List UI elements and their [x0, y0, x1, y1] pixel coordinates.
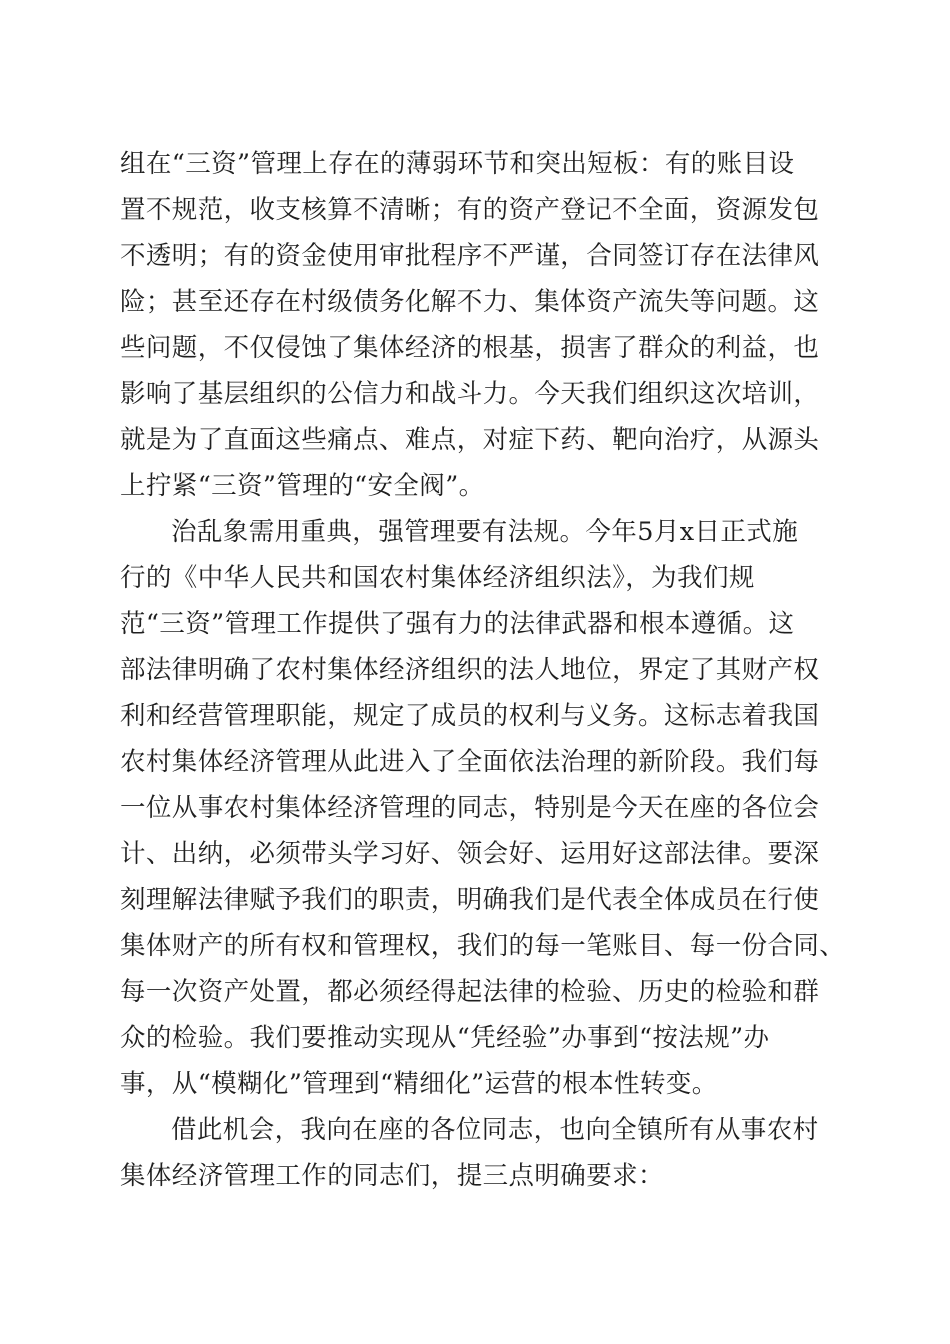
text-line: 借此机会，我向在座的各位同志，也向全镇所有从事农村: [171, 1115, 819, 1145]
text-line: 每一次资产处置，都必须经得起法律的检验、历史的检验和群: [120, 977, 820, 1007]
text-line: 行的《中华人民共和国农村集体经济组织法》，为我们规: [120, 563, 755, 593]
text-line: 些问题，不仅侵蚀了集体经济的根基，损害了群众的利益，也: [120, 333, 820, 363]
text-line: 农村集体经济管理从此进入了全面依法治理的新阶段。我们每: [120, 747, 820, 777]
text-line: 事，从“模糊化”管理到“精细化”运营的根本性转变。: [120, 1069, 718, 1099]
text-line: 治乱象需用重典，强管理要有法规。今年5月x日正式施: [171, 517, 799, 547]
text-line: 众的检验。我们要推动实现从“凭经验”办事到“按法规”办: [120, 1023, 770, 1053]
text-line: 利和经营管理职能，规定了成员的权利与义务。这标志着我国: [120, 701, 820, 731]
text-line: 集体经济管理工作的同志们，提三点明确要求：: [120, 1161, 664, 1191]
text-line: 置不规范，收支核算不清晰；有的资产登记不全面，资源发包: [120, 195, 820, 225]
text-line: 组在“三资”管理上存在的薄弱环节和突出短板：有的账目设: [120, 149, 795, 179]
text-line: 集体财产的所有权和管理权，我们的每一笔账目、每一份合同、: [120, 931, 846, 961]
text-line: 一位从事农村集体经济管理的同志，特别是今天在座的各位会: [120, 793, 820, 823]
text-line: 不透明；有的资金使用审批程序不严谨，合同签订存在法律风: [120, 241, 820, 271]
text-line: 就是为了直面这些痛点、难点，对症下药、靶向治疗，从源头: [120, 425, 820, 455]
text-line: 刻理解法律赋予我们的职责，明确我们是代表全体成员在行使: [120, 885, 820, 915]
text-line: 计、出纳，必须带头学习好、领会好、运用好这部法律。要深: [120, 839, 820, 869]
text-line: 上拧紧“三资”管理的“安全阀”。: [120, 471, 485, 501]
text-line: 部法律明确了农村集体经济组织的法人地位，界定了其财产权: [120, 655, 820, 685]
text-line: 险；甚至还存在村级债务化解不力、集体资产流失等问题。这: [120, 287, 820, 317]
text-line: 影响了基层组织的公信力和战斗力。今天我们组织这次培训，: [120, 379, 820, 409]
text-line: 范“三资”管理工作提供了强有力的法律武器和根本遵循。这: [120, 609, 795, 639]
